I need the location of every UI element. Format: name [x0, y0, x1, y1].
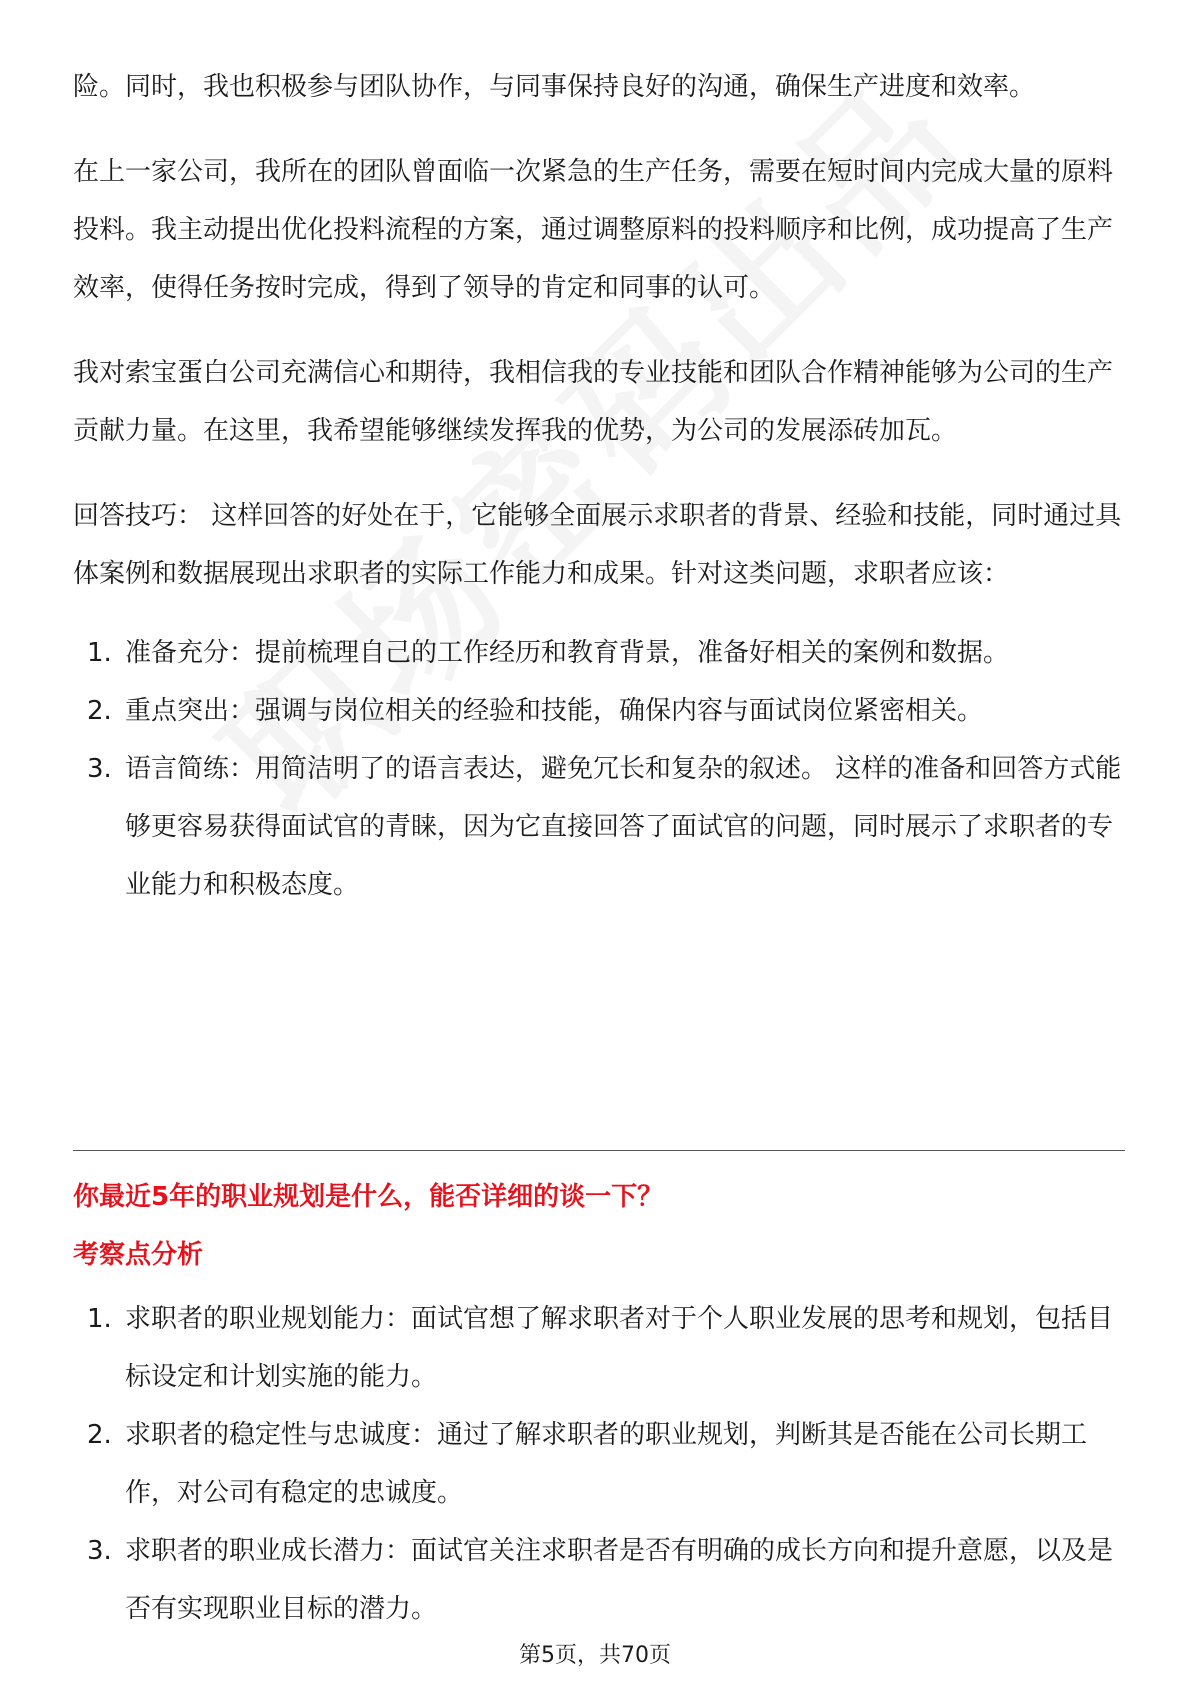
page-number: 第5页，共70页 [519, 1643, 671, 1668]
paragraph: 险。同时，我也积极参与团队协作，与同事保持良好的沟通，确保生产进度和效率。 [73, 72, 1036, 102]
list-number: 3. [87, 1536, 112, 1566]
list-number: 3. [87, 754, 112, 784]
list-text: 求职者的稳定性与忠诚度：通过了解求职者的职业规划，判断其是否能在公司长期工作，对公司有稳定的忠诚度。 [125, 1420, 1088, 1508]
list-number: 1. [87, 1304, 112, 1334]
list-number: 2. [87, 1420, 112, 1450]
paragraph: 在上一家公司，我所在的团队曾面临一次紧急的生产任务，需要在短时间内完成大量的原料投料。我主动提出优化投料流程的方案，通过调整原料的投料顺序和比例，成功提高了生产效率，使得任务按时完成，得到了领导的肯定和同事的认可。 [73, 157, 1114, 303]
list-item [73, 740, 1125, 914]
paragraph: 我对索宝蛋白公司充满信心和期待，我相信我的专业技能和团队合作精神能够为公司的生产贡献力量。在这里，我希望能够继续发挥我的优势，为公司的发展添砖加瓦。 [73, 358, 1114, 446]
list-item [73, 1290, 1125, 1406]
list-item [73, 682, 1125, 740]
list-item [73, 1522, 1125, 1638]
analysis-heading: 考察点分析 [73, 1240, 204, 1270]
list-item [73, 1406, 1125, 1522]
document-body [73, 58, 1125, 928]
list-number: 2. [87, 696, 112, 726]
list-number: 1. [87, 638, 112, 668]
question-section [73, 1168, 1125, 1638]
answer-tips-intro: 回答技巧： 这样回答的好处在于，它能够全面展示求职者的背景、经验和技能，同时通过具体案例和数据展现出求职者的实际工作能力和成果。针对这类问题，求职者应该： [73, 501, 1122, 589]
list-text: 求职者的职业规划能力：面试官想了解求职者对于个人职业发展的思考和规划，包括目标设定和计划实施的能力。 [125, 1304, 1114, 1392]
tips-list [73, 624, 1125, 914]
list-text: 重点突出：强调与岗位相关的经验和技能，确保内容与面试岗位紧密相关。 [125, 696, 984, 726]
list-text: 求职者的职业成长潜力：面试官关注求职者是否有明确的成长方向和提升意愿，以及是否有实现职业目标的潜力。 [125, 1536, 1114, 1624]
list-item [73, 624, 1125, 682]
section-divider [73, 1150, 1125, 1151]
list-text: 语言简练：用简洁明了的语言表达，避免冗长和复杂的叙述。 这样的准备和回答方式能够更容易获得面试官的青睐，因为它直接回答了面试官的问题，同时展示了求职者的专业能力和积极态度。 [125, 754, 1122, 900]
question-heading: 你最近5年的职业规划是什么，能否详细的谈一下？ [73, 1182, 664, 1212]
list-text: 准备充分：提前梳理自己的工作经历和教育背景，准备好相关的案例和数据。 [125, 638, 1010, 668]
analysis-list [73, 1290, 1125, 1638]
